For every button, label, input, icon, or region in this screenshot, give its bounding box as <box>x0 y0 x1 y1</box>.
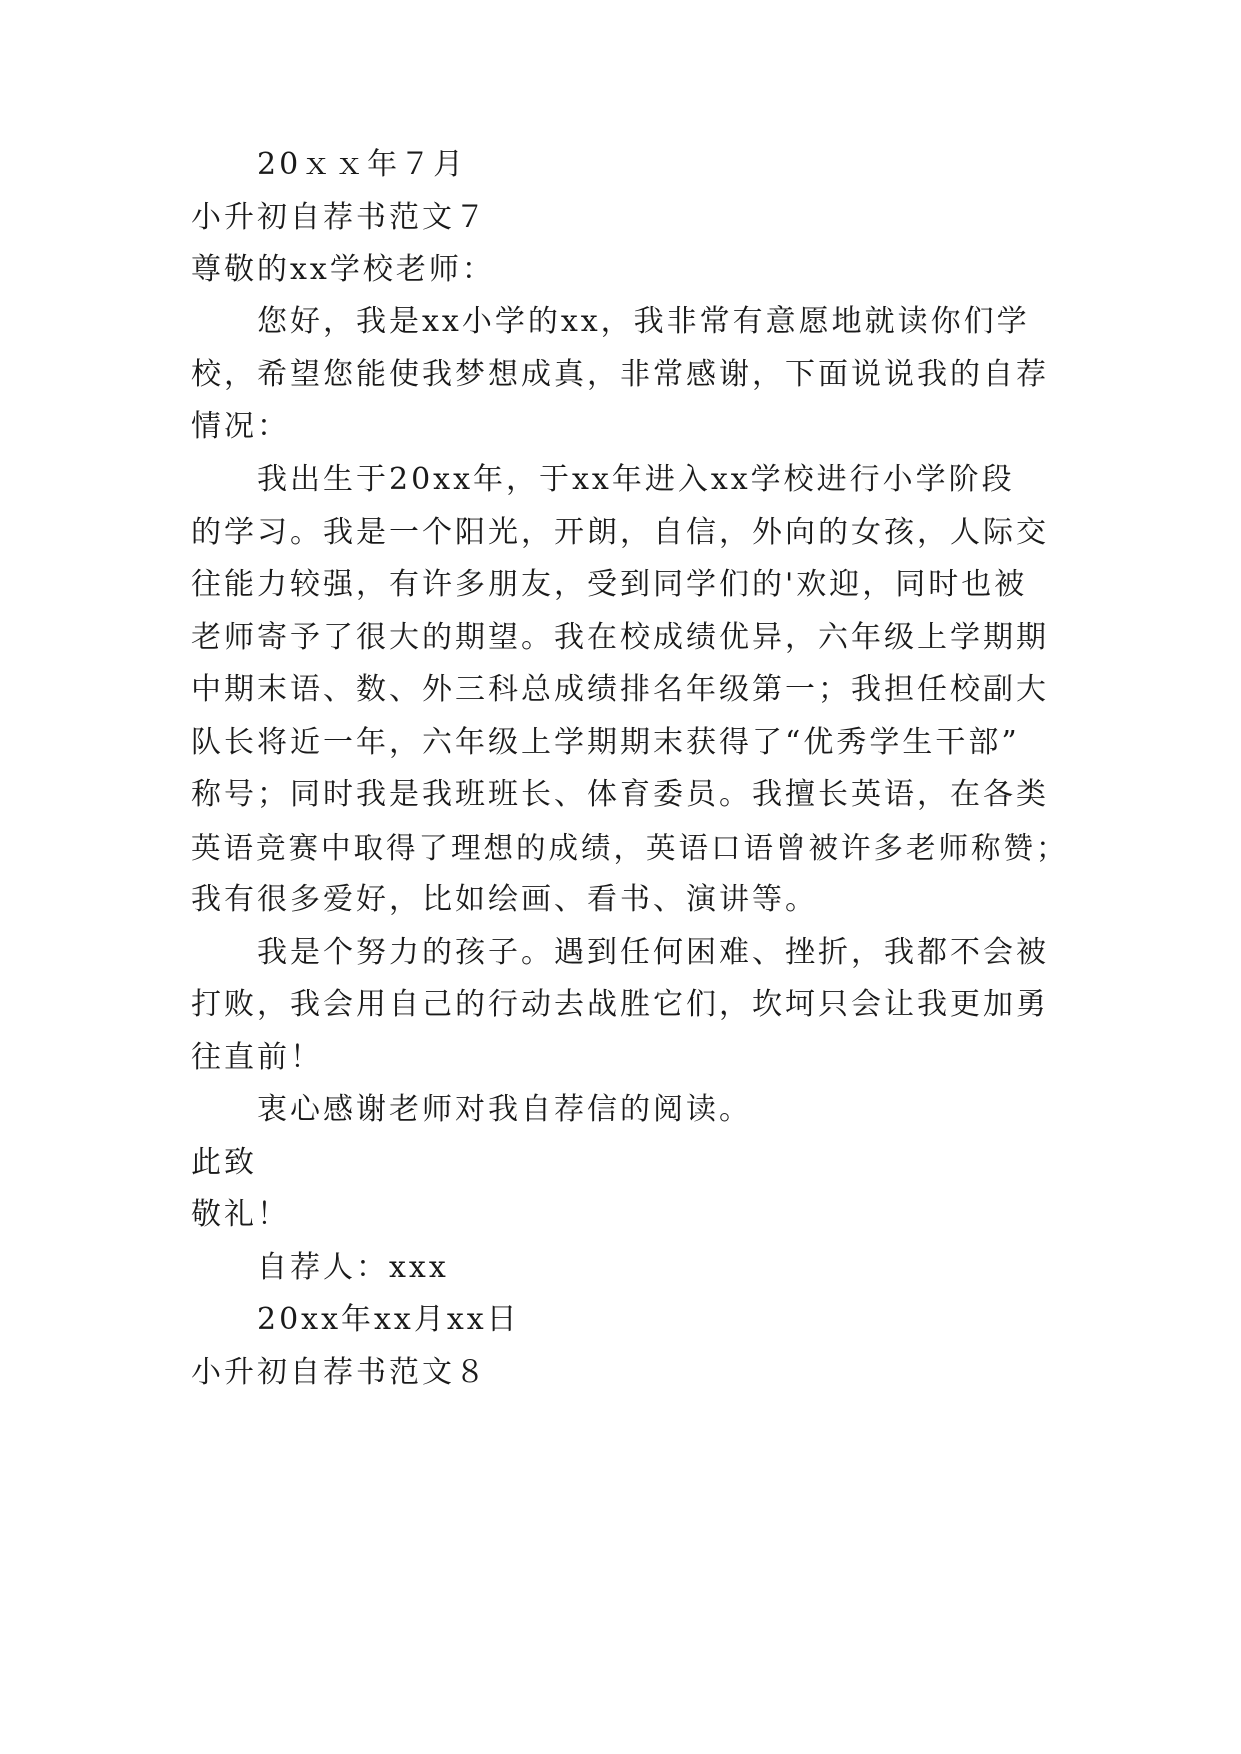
paragraph-1-line-2: 校，希望您能使我梦想成真，非常感谢，下面说说我的自荐 <box>191 357 1049 392</box>
closing-jingli: 敬礼！ <box>191 1197 290 1232</box>
paragraph-2-line-7: 称号；同时我是我班班长、体育委员。我擅长英语，在各类 <box>191 777 1049 812</box>
paragraph-2-line-1: 我出生于20xx年，于xx年进入xx学校进行小学阶段 <box>257 462 1015 497</box>
paragraph-3-line-1: 我是个努力的孩子。遇到任何困难、挫折，我都不会被 <box>257 935 1049 970</box>
top-date: 20ｘｘ年７月 <box>257 147 467 182</box>
signature: 自荐人：xxx <box>257 1250 449 1285</box>
closing-cizhi: 此致 <box>191 1145 257 1180</box>
paragraph-4: 衷心感谢老师对我自荐信的阅读。 <box>257 1092 752 1127</box>
paragraph-1-line-1: 您好，我是xx小学的xx，我非常有意愿地就读你们学 <box>257 304 1030 339</box>
paragraph-3-line-3: 往直前！ <box>191 1040 323 1075</box>
salutation: 尊敬的xx学校老师： <box>191 252 495 287</box>
paragraph-2-line-9: 我有很多爱好，比如绘画、看书、演讲等。 <box>191 882 818 917</box>
paragraph-3-line-2: 打败，我会用自己的行动去战胜它们，坎坷只会让我更加勇 <box>191 987 1049 1022</box>
paragraph-2-line-3: 往能力较强，有许多朋友，受到同学们的'欢迎，同时也被 <box>191 567 1028 602</box>
paragraph-1-line-3: 情况： <box>191 409 290 444</box>
paragraph-2-line-5: 中期末语、数、外三科总成绩排名年级第一；我担任校副大 <box>191 672 1049 707</box>
paragraph-2-line-2: 的学习。我是一个阳光，开朗，自信，外向的女孩，人际交 <box>191 515 1049 550</box>
paragraph-2-line-6: 队长将近一年，六年级上学期期末获得了“优秀学生干部” <box>191 725 1020 760</box>
paragraph-2-line-8: 英语竞赛中取得了理想的成绩，英语口语曾被许多老师称赞； <box>191 831 1069 865</box>
paragraph-2-line-4: 老师寄予了很大的期望。我在校成绩优异，六年级上学期期 <box>191 620 1049 655</box>
section-title-7: 小升初自荐书范文７ <box>191 200 488 235</box>
section-title-8: 小升初自荐书范文８ <box>191 1355 488 1390</box>
signature-date: 20xx年xx月xx日 <box>257 1302 520 1337</box>
